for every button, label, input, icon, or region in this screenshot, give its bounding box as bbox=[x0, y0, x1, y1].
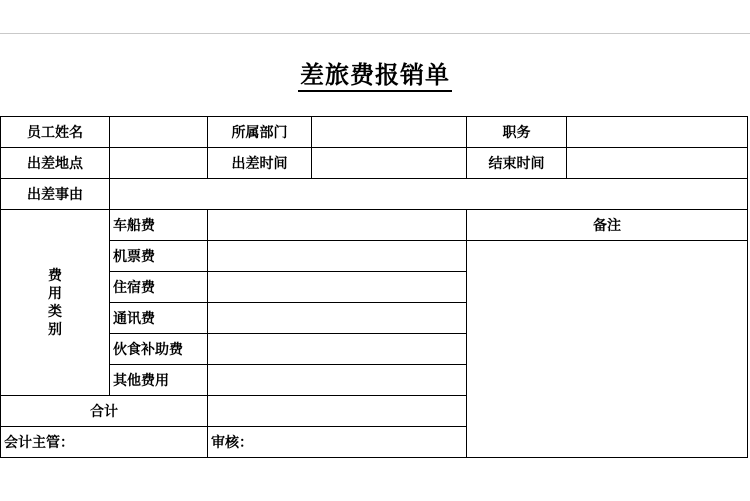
label-end-time: 结束时间 bbox=[467, 148, 567, 179]
end-time-cell[interactable] bbox=[567, 148, 748, 179]
position-cell[interactable] bbox=[567, 117, 748, 148]
row-reason bbox=[1, 179, 748, 210]
label-expense-category bbox=[1, 210, 110, 396]
label-expense-item: 机票费 bbox=[110, 241, 208, 272]
employee-name-cell[interactable] bbox=[110, 117, 208, 148]
label-accounting-manager: 会计主管： bbox=[1, 427, 208, 458]
row-expense-2 bbox=[1, 241, 748, 272]
expense-category-char: 费 bbox=[48, 267, 62, 284]
expense-category-char: 用 bbox=[48, 285, 62, 302]
label-review: 审核： bbox=[208, 427, 467, 458]
expense-form-table bbox=[0, 116, 748, 458]
label-position: 职务 bbox=[467, 117, 567, 148]
expense-amount-cell[interactable] bbox=[208, 241, 467, 272]
label-expense-item: 住宿费 bbox=[110, 272, 208, 303]
total-amount-cell[interactable] bbox=[208, 396, 467, 427]
expense-category-char: 类 bbox=[48, 303, 62, 320]
label-trip-time: 出差时间 bbox=[208, 148, 312, 179]
label-total: 合计 bbox=[1, 396, 208, 427]
label-employee-name: 员工姓名 bbox=[1, 117, 110, 148]
expense-category-char: 别 bbox=[48, 321, 62, 338]
label-expense-item: 通讯费 bbox=[110, 303, 208, 334]
trip-location-cell[interactable] bbox=[110, 148, 208, 179]
expense-amount-cell[interactable] bbox=[208, 272, 467, 303]
label-department: 所属部门 bbox=[208, 117, 312, 148]
remarks-cell[interactable] bbox=[467, 241, 748, 458]
label-trip-reason: 出差事由 bbox=[1, 179, 110, 210]
row-expense-1 bbox=[1, 210, 748, 241]
sheet-top-border bbox=[0, 33, 750, 34]
trip-reason-cell[interactable] bbox=[110, 179, 748, 210]
expense-amount-cell[interactable] bbox=[208, 210, 467, 241]
label-expense-item: 伙食补助费 bbox=[110, 334, 208, 365]
label-remarks: 备注 bbox=[467, 210, 748, 241]
expense-amount-cell[interactable] bbox=[208, 365, 467, 396]
form-title bbox=[0, 55, 750, 90]
label-expense-item: 其他费用 bbox=[110, 365, 208, 396]
expense-amount-cell[interactable] bbox=[208, 303, 467, 334]
row-employee bbox=[1, 117, 748, 148]
trip-time-cell[interactable] bbox=[312, 148, 467, 179]
department-cell[interactable] bbox=[312, 117, 467, 148]
expense-amount-cell[interactable] bbox=[208, 334, 467, 365]
form-title-text: 差旅费报销单 bbox=[298, 60, 452, 92]
row-trip bbox=[1, 148, 748, 179]
label-expense-item: 车船费 bbox=[110, 210, 208, 241]
label-trip-location: 出差地点 bbox=[1, 148, 110, 179]
